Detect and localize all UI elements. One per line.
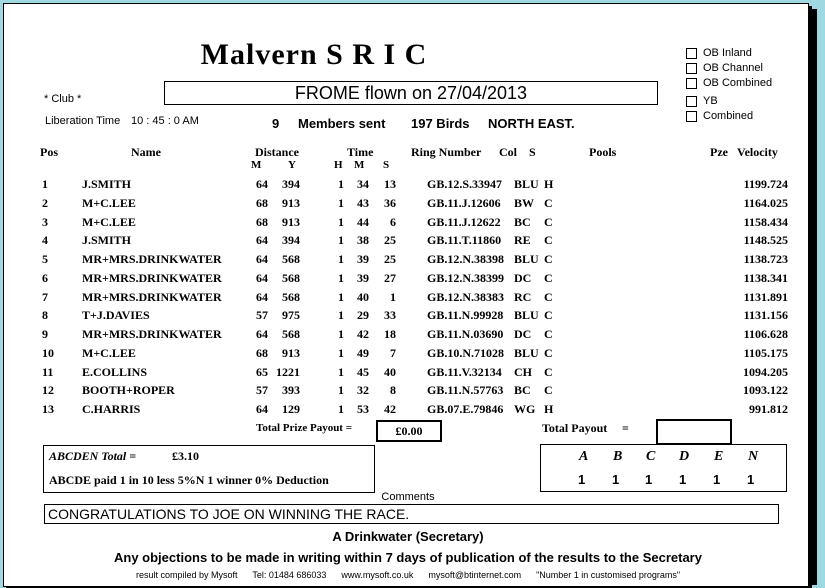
cell-name: J.SMITH — [82, 177, 132, 191]
cell-h: 1 — [338, 233, 344, 248]
cell-col: DC — [514, 270, 532, 285]
cell-velocity: 1093.122 — [743, 383, 788, 398]
table-row — [4, 215, 804, 234]
cell-y: 913 — [282, 345, 300, 360]
cell-ring: GB.12.N.38383 — [427, 289, 505, 304]
cell-y: 568 — [282, 327, 300, 341]
col-name: Name — [131, 145, 161, 159]
cell-sex: H — [544, 177, 554, 191]
col-dist-y: Y — [288, 159, 296, 171]
cell-m: 64 — [256, 252, 268, 266]
cell-ring: GB.11.V.32134 — [427, 364, 502, 379]
cell-pos: 4 — [42, 233, 48, 248]
pool-count: 1 — [747, 472, 755, 487]
cell-velocity: 1094.205 — [743, 364, 788, 379]
cell-sex: C — [544, 270, 553, 285]
total-payout-label: Total Payout — [542, 421, 608, 435]
cell-sex: C — [544, 308, 553, 323]
cell-mm: 40 — [357, 289, 369, 304]
cell-velocity: 1106.628 — [743, 327, 788, 341]
members-count: 9 — [272, 116, 280, 131]
cell-pos: 10 — [42, 345, 54, 360]
cell-y: 568 — [282, 270, 300, 285]
cell-h: 1 — [338, 402, 344, 416]
abcden-note: ABCDE paid 1 in 10 less 5%N 1 winner 0% Deduction — [49, 473, 329, 487]
cell-col: WG — [514, 402, 536, 416]
col-time-s: S — [383, 159, 390, 171]
cell-pos: 1 — [42, 177, 48, 191]
cell-y: 568 — [282, 252, 300, 266]
option-label: OB Combined — [703, 77, 773, 89]
wind-direction: NORTH EAST. — [488, 116, 575, 131]
cell-name: MR+MRS.DRINKWATER — [82, 270, 222, 285]
cell-pos: 3 — [42, 214, 48, 229]
cell-velocity: 1131.156 — [743, 308, 788, 323]
cell-velocity: 1148.525 — [743, 233, 788, 248]
table-row — [4, 327, 804, 346]
cell-h: 1 — [338, 308, 344, 323]
cell-mm: 44 — [357, 214, 369, 229]
cell-velocity: 991.812 — [749, 402, 788, 416]
option-ob-channel[interactable] — [686, 62, 763, 74]
cell-sex: C — [544, 364, 553, 379]
checkbox-icon[interactable] — [686, 63, 697, 74]
cell-h: 1 — [338, 177, 344, 191]
cell-s: 7 — [390, 345, 396, 360]
table-row — [4, 346, 804, 365]
cell-sex: C — [544, 214, 553, 229]
prize-payout-value: £0.00 — [376, 420, 442, 442]
pool-count: 1 — [645, 472, 653, 487]
col-distance: Distance — [255, 145, 299, 159]
option-ob-combined[interactable] — [686, 77, 772, 89]
cell-ring: GB.11.J.12622 — [427, 214, 501, 229]
cell-col: BLU — [514, 177, 539, 191]
cell-s: 33 — [384, 308, 396, 323]
cell-name: BOOTH+ROPER — [82, 383, 175, 398]
cell-mm: 38 — [357, 233, 369, 248]
club-label: * Club * — [44, 93, 82, 105]
cell-y: 975 — [282, 308, 300, 323]
col-time-h: H — [334, 159, 343, 171]
pool-letter: E — [714, 449, 724, 464]
cell-col: RC — [514, 289, 532, 304]
total-payout-box — [656, 419, 732, 445]
cell-col: CH — [514, 364, 532, 379]
cell-name: M+C.LEE — [82, 345, 136, 360]
cell-col: BLU — [514, 345, 539, 360]
pool-counts-panel — [540, 444, 787, 492]
cell-m: 64 — [256, 177, 268, 191]
cell-pos: 9 — [42, 327, 48, 341]
cell-h: 1 — [338, 289, 344, 304]
cell-velocity: 1164.025 — [743, 195, 788, 210]
cell-sex: C — [544, 327, 553, 341]
cell-name: M+C.LEE — [82, 195, 136, 210]
race-title-box: FROME flown on 27/04/2013 — [164, 81, 658, 105]
cell-y: 568 — [282, 289, 300, 304]
col-pos: Pos — [40, 145, 58, 159]
cell-pos: 5 — [42, 252, 48, 266]
cell-mm: 34 — [357, 177, 369, 191]
cell-m: 57 — [256, 383, 268, 398]
cell-col: BLU — [514, 308, 539, 323]
cell-s: 13 — [384, 177, 396, 191]
liberation-label: Liberation Time — [45, 115, 121, 127]
pool-letter: D — [679, 449, 690, 464]
cell-pos: 11 — [42, 364, 54, 379]
cell-sex: C — [544, 252, 553, 266]
comments-label: Comments — [381, 491, 435, 503]
col-pze: Pze — [710, 145, 728, 159]
cell-name: E.COLLINS — [82, 364, 148, 379]
cell-y: 129 — [282, 402, 300, 416]
cell-name: C.HARRIS — [82, 402, 141, 416]
cell-h: 1 — [338, 214, 344, 229]
pool-count: 1 — [612, 472, 620, 487]
pool-count: 1 — [679, 472, 687, 487]
cell-velocity: 1131.891 — [743, 289, 788, 304]
checkbox-icon[interactable] — [686, 78, 697, 89]
cell-name: T+J.DAVIES — [82, 308, 150, 323]
cell-s: 27 — [384, 270, 396, 285]
cell-s: 6 — [390, 214, 396, 229]
cell-sex: C — [544, 195, 553, 210]
cell-y: 394 — [282, 233, 300, 248]
cell-sex: C — [544, 383, 553, 398]
col-time: Time — [347, 145, 374, 159]
cell-velocity: 1138.723 — [743, 252, 788, 266]
col-sex: S — [529, 145, 536, 159]
cell-y: 1221 — [276, 364, 300, 379]
option-label: Combined — [703, 110, 754, 122]
option-ob-inland[interactable] — [686, 47, 752, 59]
cell-mm: 49 — [357, 345, 369, 360]
cell-sex: C — [544, 345, 553, 360]
objections-notice: Any objections to be made in writing within 7 days of publication of the results to the Secretary — [114, 550, 702, 565]
cell-ring: GB.12.N.38399 — [427, 270, 505, 285]
cell-sex: C — [544, 289, 553, 304]
cell-name: J.SMITH — [82, 233, 132, 248]
cell-name: M+C.LEE — [82, 214, 136, 229]
option-label: YB — [703, 95, 718, 107]
cell-mm: 32 — [357, 383, 369, 398]
scrollbar[interactable] — [811, 9, 817, 585]
cell-h: 1 — [338, 252, 344, 266]
cell-m: 68 — [256, 345, 268, 360]
table-row — [4, 233, 804, 252]
col-ring: Ring Number — [411, 145, 482, 159]
cell-ring: GB.10.N.71028 — [427, 345, 505, 360]
col-colour: Col — [499, 145, 517, 159]
cell-s: 8 — [390, 383, 396, 398]
cell-name: MR+MRS.DRINKWATER — [82, 252, 222, 266]
cell-pos: 8 — [42, 308, 48, 323]
cell-m: 68 — [256, 214, 268, 229]
pool-count: 1 — [578, 472, 586, 487]
page-title: Malvern S R I C — [200, 38, 428, 71]
table-row — [4, 290, 804, 309]
abcden-label: ABCDEN Total = — [49, 449, 137, 463]
liberation-time: 10 : 45 : 0 AM — [131, 115, 199, 127]
cell-m: 64 — [256, 233, 268, 248]
cell-s: 42 — [384, 402, 396, 416]
checkbox-icon[interactable] — [686, 96, 697, 107]
cell-velocity: 1138.341 — [743, 270, 788, 285]
cell-m: 64 — [256, 270, 268, 285]
cell-mm: 39 — [357, 252, 369, 266]
cell-pos: 12 — [42, 383, 54, 398]
cell-y: 393 — [282, 383, 300, 398]
cell-mm: 45 — [357, 364, 369, 379]
cell-h: 1 — [338, 364, 344, 379]
cell-pos: 6 — [42, 270, 48, 285]
cell-h: 1 — [338, 327, 344, 341]
secretary: A Drinkwater (Secretary) — [332, 529, 484, 544]
cell-col: BC — [514, 383, 531, 398]
col-time-m: M — [354, 159, 365, 171]
table-row — [4, 177, 804, 196]
cell-col: BLU — [514, 252, 539, 266]
cell-m: 64 — [256, 289, 268, 304]
pool-letter: N — [748, 449, 759, 464]
table-row — [4, 271, 804, 290]
compiled-by: result compiled by Mysoft Tel: 01484 686033 www.mysoft.co.uk mysoft@btinternet.com "Number 1 in customised programs" — [135, 570, 681, 580]
cell-s: 25 — [384, 252, 396, 266]
pool-letter: C — [646, 449, 656, 464]
cell-ring: GB.11.T.11860 — [427, 233, 502, 248]
cell-ring: GB.12.S.33947 — [427, 177, 503, 191]
cell-velocity: 1105.175 — [743, 345, 788, 360]
pool-letter: A — [579, 449, 589, 464]
cell-velocity: 1158.434 — [743, 214, 788, 229]
cell-h: 1 — [338, 195, 344, 210]
comments-box: CONGRATULATIONS TO JOE ON WINNING THE RACE. — [44, 504, 779, 524]
members-label: Members sent — [298, 116, 386, 131]
table-row — [4, 308, 804, 327]
cell-col: BW — [514, 195, 535, 210]
total-payout-equals: = — [622, 421, 629, 435]
cell-name: MR+MRS.DRINKWATER — [82, 289, 222, 304]
cell-sex: C — [544, 233, 553, 248]
cell-mm: 43 — [357, 195, 369, 210]
cell-ring: GB.12.N.38398 — [427, 252, 505, 266]
cell-ring: GB.11.J.12606 — [427, 195, 501, 210]
cell-y: 913 — [282, 195, 300, 210]
cell-col: RE — [514, 233, 531, 248]
table-row — [4, 196, 804, 215]
cell-s: 40 — [384, 364, 396, 379]
cell-mm: 42 — [357, 327, 369, 341]
cell-m: 68 — [256, 195, 268, 210]
cell-m: 64 — [256, 327, 268, 341]
option-label: OB Inland — [703, 47, 752, 59]
results-sheet — [3, 3, 809, 587]
cell-ring: GB.07.E.79846 — [427, 402, 504, 416]
cell-h: 1 — [338, 270, 344, 285]
cell-sex: H — [544, 402, 554, 416]
cell-s: 25 — [384, 233, 396, 248]
cell-s: 36 — [384, 195, 396, 210]
pool-count: 1 — [713, 472, 721, 487]
cell-mm: 53 — [357, 402, 369, 416]
col-velocity: Velocity — [737, 145, 778, 159]
table-row — [4, 252, 804, 271]
col-dist-m: M — [251, 159, 262, 171]
cell-col: DC — [514, 327, 532, 341]
cell-mm: 29 — [357, 308, 369, 323]
cell-s: 18 — [384, 327, 396, 341]
table-row — [4, 383, 804, 402]
cell-ring: GB.11.N.99928 — [427, 308, 504, 323]
cell-col: BC — [514, 214, 531, 229]
cell-m: 64 — [256, 402, 268, 416]
cell-velocity: 1199.724 — [743, 177, 788, 191]
cell-ring: GB.11.N.57763 — [427, 383, 504, 398]
cell-mm: 39 — [357, 270, 369, 285]
pool-letter: B — [613, 449, 623, 464]
option-label: OB Channel — [703, 62, 763, 74]
cell-y: 913 — [282, 214, 300, 229]
cell-y: 394 — [282, 177, 300, 191]
cell-m: 65 — [256, 364, 268, 379]
birds-count: 197 Birds — [411, 116, 470, 131]
abcden-panel — [43, 445, 375, 493]
cell-ring: GB.11.N.03690 — [427, 327, 504, 341]
cell-name: MR+MRS.DRINKWATER — [82, 327, 222, 341]
cell-pos: 13 — [42, 402, 54, 416]
cell-h: 1 — [338, 345, 344, 360]
checkbox-icon[interactable] — [686, 111, 697, 122]
col-pools: Pools — [589, 145, 617, 159]
checkbox-icon[interactable] — [686, 48, 697, 59]
abcden-value: £3.10 — [172, 449, 199, 463]
option-combined[interactable] — [686, 110, 753, 122]
cell-m: 57 — [256, 308, 268, 323]
cell-pos: 7 — [42, 289, 48, 304]
table-row — [4, 365, 804, 384]
cell-s: 1 — [390, 289, 396, 304]
cell-pos: 2 — [42, 195, 48, 210]
option-yb[interactable] — [686, 95, 718, 107]
cell-h: 1 — [338, 383, 344, 398]
prize-payout-label: Total Prize Payout = — [256, 422, 352, 434]
